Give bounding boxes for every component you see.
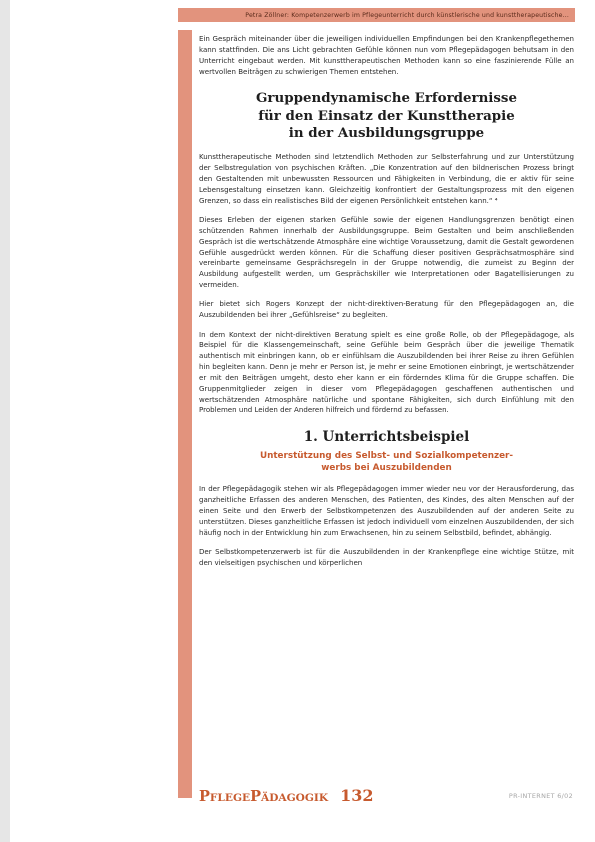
intro-paragraph: Ein Gespräch miteinander über die jeweiligen individuellen Empfindungen bei den Krankenpflegethemen kann stattfinden. Die ans Licht gebrachten Gefühle können nun vom Pflegepädagogen behutsam in den Unterricht eingebaut werden. Mit kunsttherapeutischen Methoden kann so eine faszinierende Fülle an wertvollen Beiträgen zu schwierigen Themen entstehen. [199,34,574,76]
paragraph-4: In dem Kontext der nicht-direktiven Beratung spielt es eine große Rolle, ob der Pflegepädagoge, als Beispiel für die Klassengemeinschaft, seine Gefühle beim Gespräch über die jeweilige Thematik authentisch mit einbringen kann, ob er einfühlsam die Auszubildenden bei ihrer Reise zu ihren Gefühlen hin begleiten kann. Denn je mehr er Person ist, je mehr er seine Emotionen einbringt, je wertschätzender er mit den Beiträgen umgeht, desto eher kann er ein förderndes Klima für die Gruppe schaffen. Die Gruppenmitglieder zeigen in dieser vom Pflegepädagogen geschaffenen authentischen und wertschätzenden Atmosphäre natürliche und spontane Fähigkeiten, sich durch Einfühlung mit den Problemen und Leiden der Anderen hilfreich und fördernd zu befassen. [199,329,574,415]
page-number: 132 [340,786,374,805]
paragraph-2: Dieses Erleben der eigenen starken Gefühle sowie der eigenen Handlungsgrenzen benötigt einen schützenden Rahmen innerhalb der Ausbildungsgruppe. Beim Gestalten und beim anschließenden Gespräch ist die wertschätzende Atmosphäre eine wichtige Voraussetzung, damit die Gestalt gewordenen Gefühle ausgedrückt werden können. Für die Schaffung dieser positiven Gesprächsatmosphäre sind vereinbarte gemeinsame Gesprächsregeln in der Gruppe notwendig, die zumeist zu Beginn der Ausbildung aufgestellt werden, um Gesprächskiller wie Interpretationen oder Bagatellisierungen zu vermeiden. [199,214,574,290]
left-margin-strip [0,0,10,842]
section-heading: 1. Unterrichtsbeispiel [303,429,470,446]
journal-title: PFLEGEPÄDAGOGIK 132 [199,786,374,805]
paragraph-5: In der Pflegepädagogik stehen wir als Pflegepädagogen immer wieder neu vor der Herausforderung, das ganzheitliche Erfassen des anderen Menschen, des Patienten, des Kindes, des alten Menschen auf der einen Seite und den Erwerb der Selbstkompetenzen des Auszubildenden auf der anderen Seite zu unterstützen. Dieses ganzheitliche Erfassen ist jedoch individuell vom einzelnen Auszubildenden, der sich häufig noch in der Entwicklung hin zum Erwachsenen, hin zu seinem Selbstbild, befindet, abhängig. [199,484,574,537]
paragraph-3: Hier bietet sich Rogers Konzept der nicht-direktiven-Beratung für den Pflegepädagogen an, die Auszubildenden bei ihrer „Gefühlsreise“ zu begleiten. [199,299,574,320]
running-head-text: Petra Zöllner: Kompetenzerwerb im Pflegeunterricht durch künstlerische und kunsttherapeutische... [245,11,569,19]
subsection-heading-line-2: werbs bei Auszubildenden [321,462,452,473]
paragraph-1: Kunsttherapeutische Methoden sind letztendlich Methoden zur Selbsterfahrung und zur Unterstützung der Selbstregulation von psychischen Kräften. „Die Konzentration auf den bildnerischen Prozess bringt den Gestaltenden mit unbewussten Ressourcen und Fähigkeiten in Verbindung, die er aktiv für seine Lebensgestaltung einsetzen kann. Gleichzeitig konfrontiert der Gestaltungsprozess mit den eigenen Grenzen, so dass ein realistisches Bild der eigenen Persönlichkeit entstehen kann.“ ⁴ [199,152,574,205]
subsection-heading [199,451,574,474]
running-header [178,8,575,22]
main-heading [199,90,574,142]
page-footer [199,786,575,804]
main-heading-line-1: Gruppendynamische Erfordernisse [256,90,517,107]
accent-sidebar [178,30,192,798]
main-heading-line-3: in der Ausbildungsgruppe [288,124,485,141]
subsection-heading-line-1: Unterstützung des Selbst- und Sozialkompetenzer- [259,451,514,462]
article-body [199,34,574,577]
issue-label: PR-INTERNET 6/02 [508,792,573,800]
main-heading-line-2: für den Einsatz der Kunsttherapie [258,107,515,124]
paragraph-6: Der Selbstkompetenzerwerb ist für die Auszubildenden in der Krankenpflege eine wichtige Stütze, mit den vielseitigen psychischen und körperlichen [199,547,574,567]
